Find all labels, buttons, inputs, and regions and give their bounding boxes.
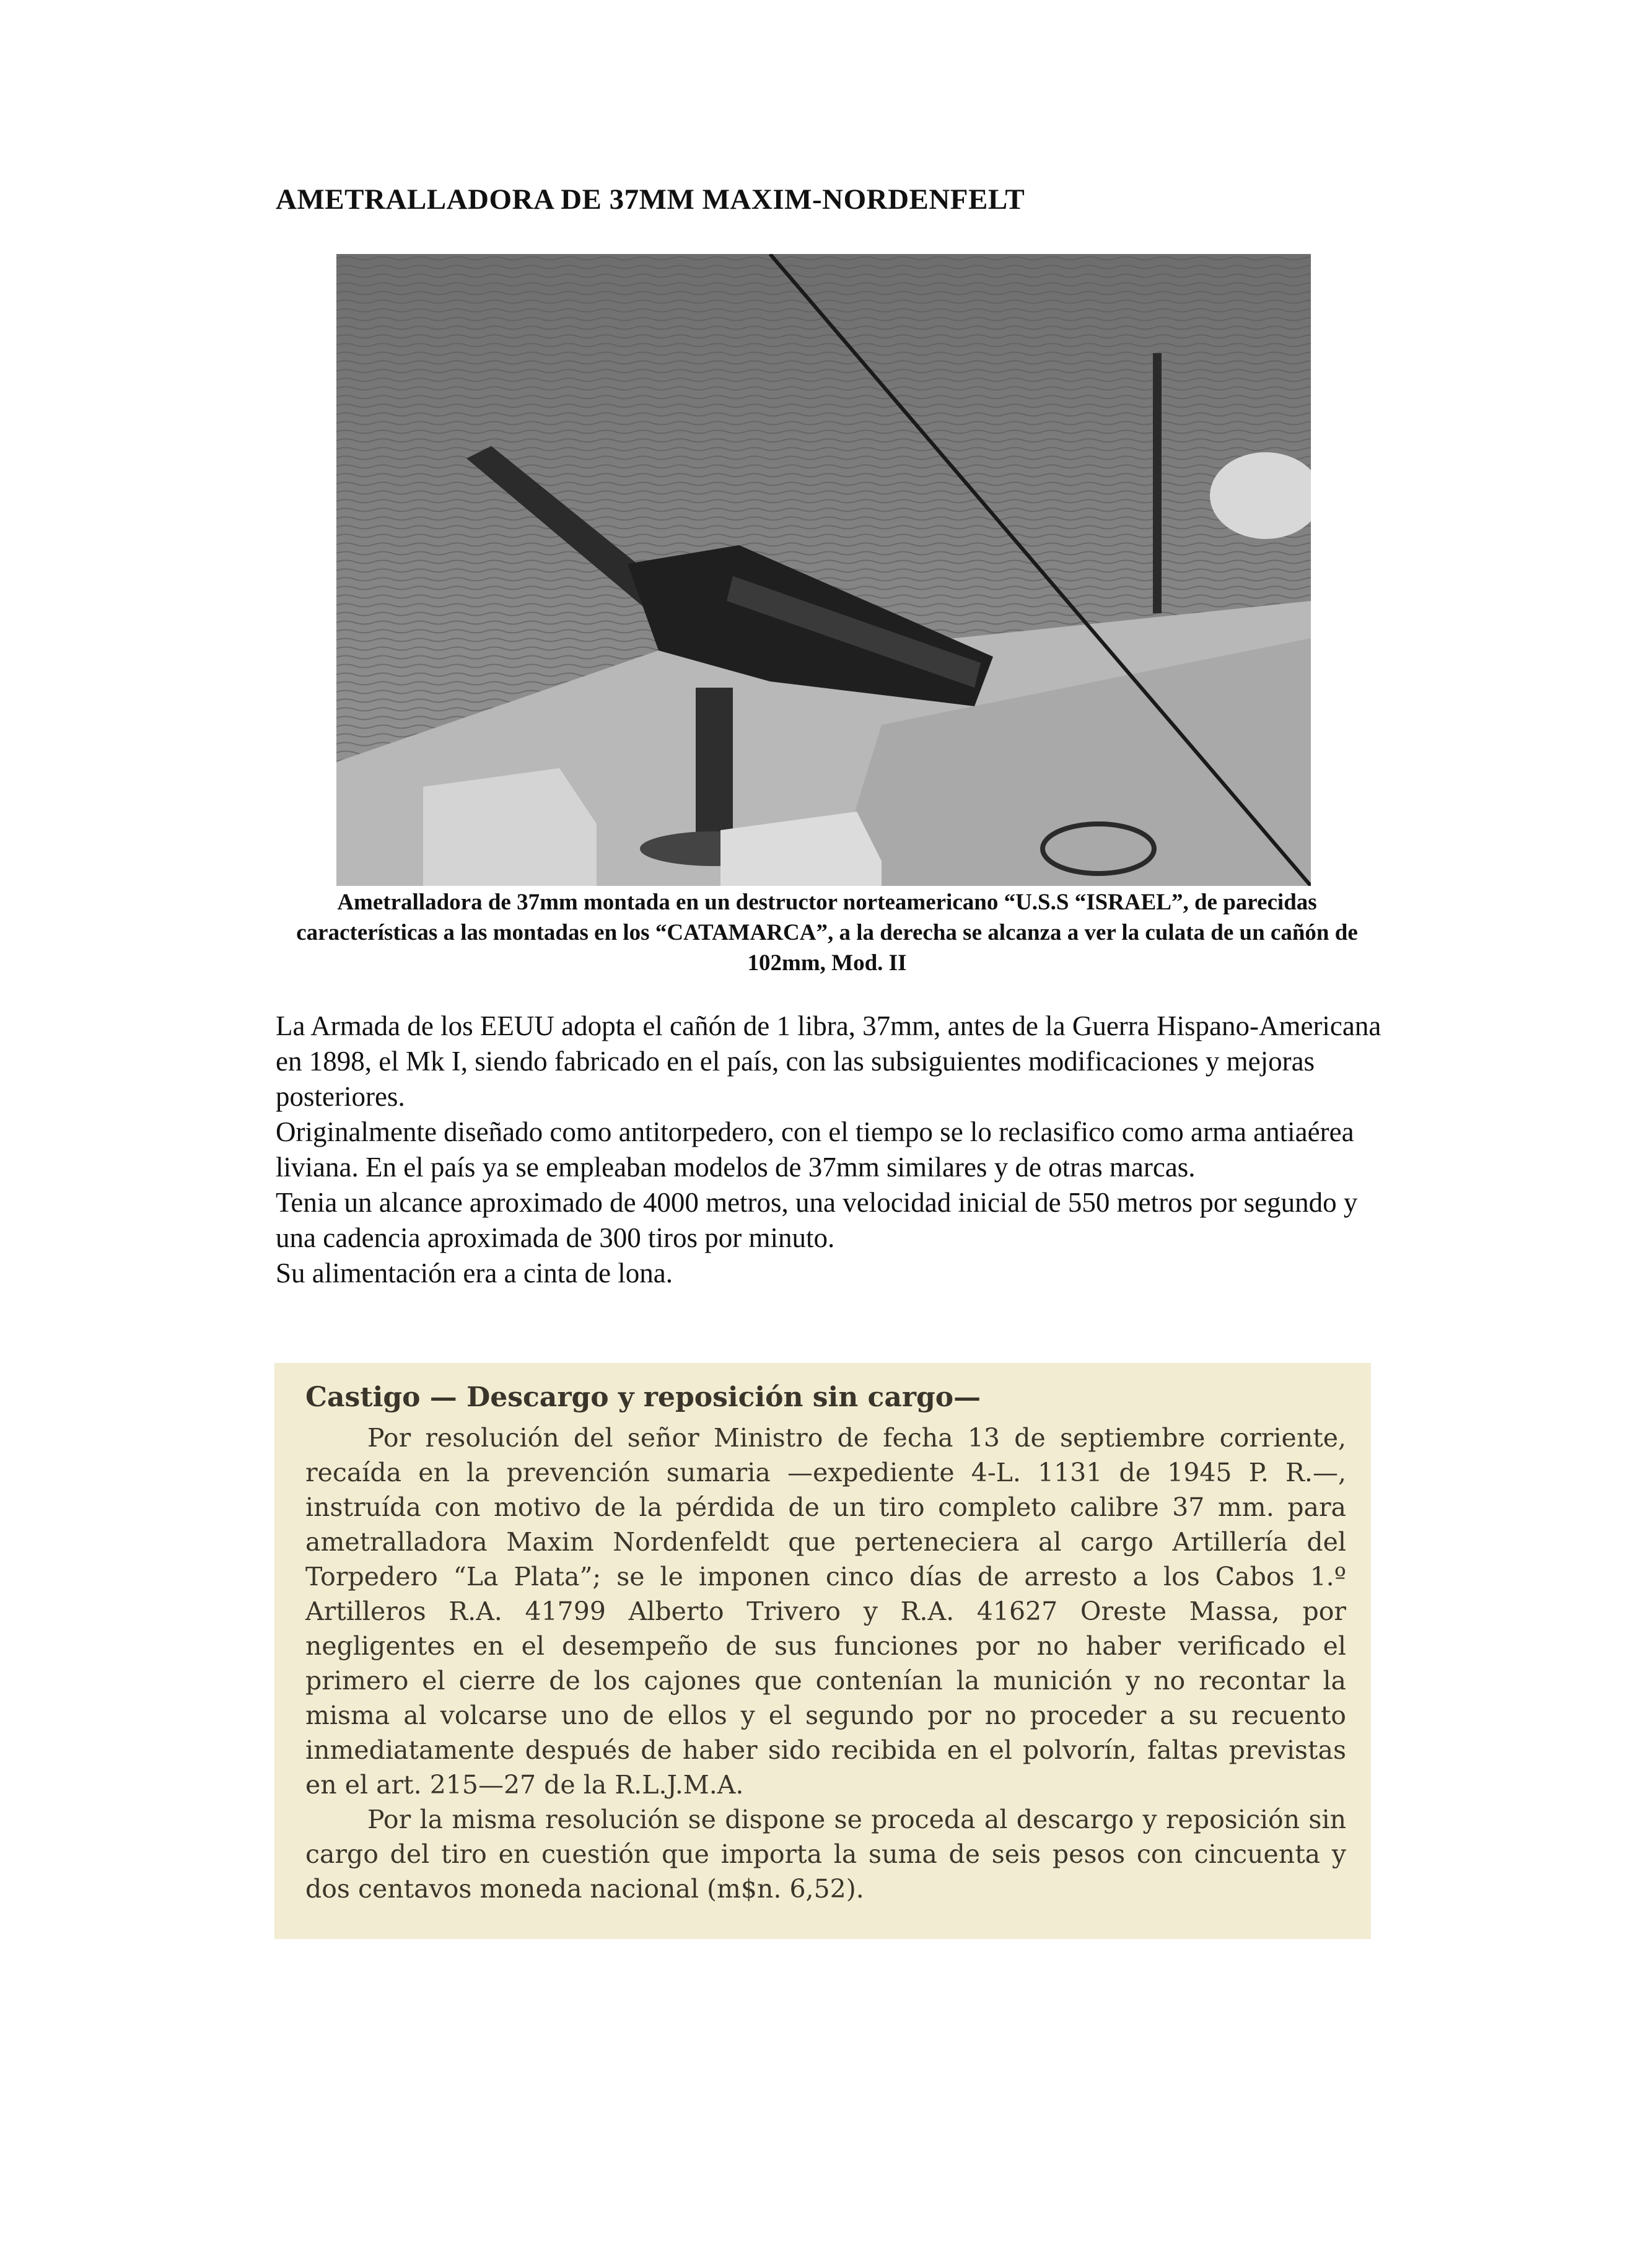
- body-text: [276, 1009, 1391, 1291]
- newspaper-clipping: [274, 1363, 1371, 1939]
- clipping-paragraph: Por resolución del señor Ministro de fecha 13 de septiembre corriente, recaída en la prevención sumaria —expediente 4-L. 1131 de 1945 P. R.—, instruída con motivo de la pérdida de un tiro completo calibre 37 mm. para ametralladora Maxim Nordenfeldt que perteneciera al cargo Artillería del Torpedero “La Plata”; se le imponen cinco días de arresto a los Cabos 1.º Artilleros R.A. 41799 Alberto Trivero y R.A. 41627 Oreste Massa, por negligentes en el desempeño de sus funciones por no haber verificado el primero el cierre de los cajones que contenían la munición y no recontar la misma al volcarse uno de ellos y el segundo por no proceder a su recuento inmediatamente después de haber sido recibida en el polvorín, faltas previstas en el art. 215—27 de la R.L.J.M.A.: [305, 1423, 1346, 1800]
- clipping-paragraph: Por la misma resolución se dispone se proceda al descargo y reposición sin cargo del tiro en cuestión que importa la suma de seis pesos con cincuenta y dos centavos moneda nacional (m$n. 6,52).: [305, 1805, 1346, 1904]
- photo-caption: Ametralladora de 37mm montada en un destructor norteamericano “U.S.S “ISRAEL”, de parecidas características a las montadas en los “CATAMARCA”, a la derecha se alcanza a ver la culata de un cañón de 102mm, Mod. II: [296, 890, 1358, 976]
- clipping-text: [305, 1421, 1346, 1906]
- body-paragraph: Su alimentación era a cinta de lona.: [276, 1258, 673, 1289]
- machine-gun-photo: [336, 254, 1311, 886]
- page-title: AMETRALLADORA DE 37MM MAXIM-NORDENFELT: [276, 183, 1025, 216]
- body-paragraph: La Armada de los EEUU adopta el cañón de 1 libra, 37mm, antes de la Guerra Hispano-Americana en 1898, el Mk I, siendo fabricado en el país, con las subsiguientes modificaciones y mejoras posteriores.: [276, 1010, 1381, 1112]
- body-paragraph: Originalmente diseñado como antitorpedero, con el tiempo se lo reclasifico como arma antiaérea liviana. En el país ya se empleaban modelos de 37mm similares y de otras marcas.: [276, 1116, 1354, 1183]
- body-paragraph: Tenia un alcance aproximado de 4000 metros, una velocidad inicial de 550 metros por segundo y una cadencia aproximada de 300 tiros por minuto.: [276, 1187, 1358, 1253]
- clipping-heading: Castigo — Descargo y reposición sin cargo—: [305, 1381, 981, 1413]
- photo-illustration: [336, 254, 1311, 886]
